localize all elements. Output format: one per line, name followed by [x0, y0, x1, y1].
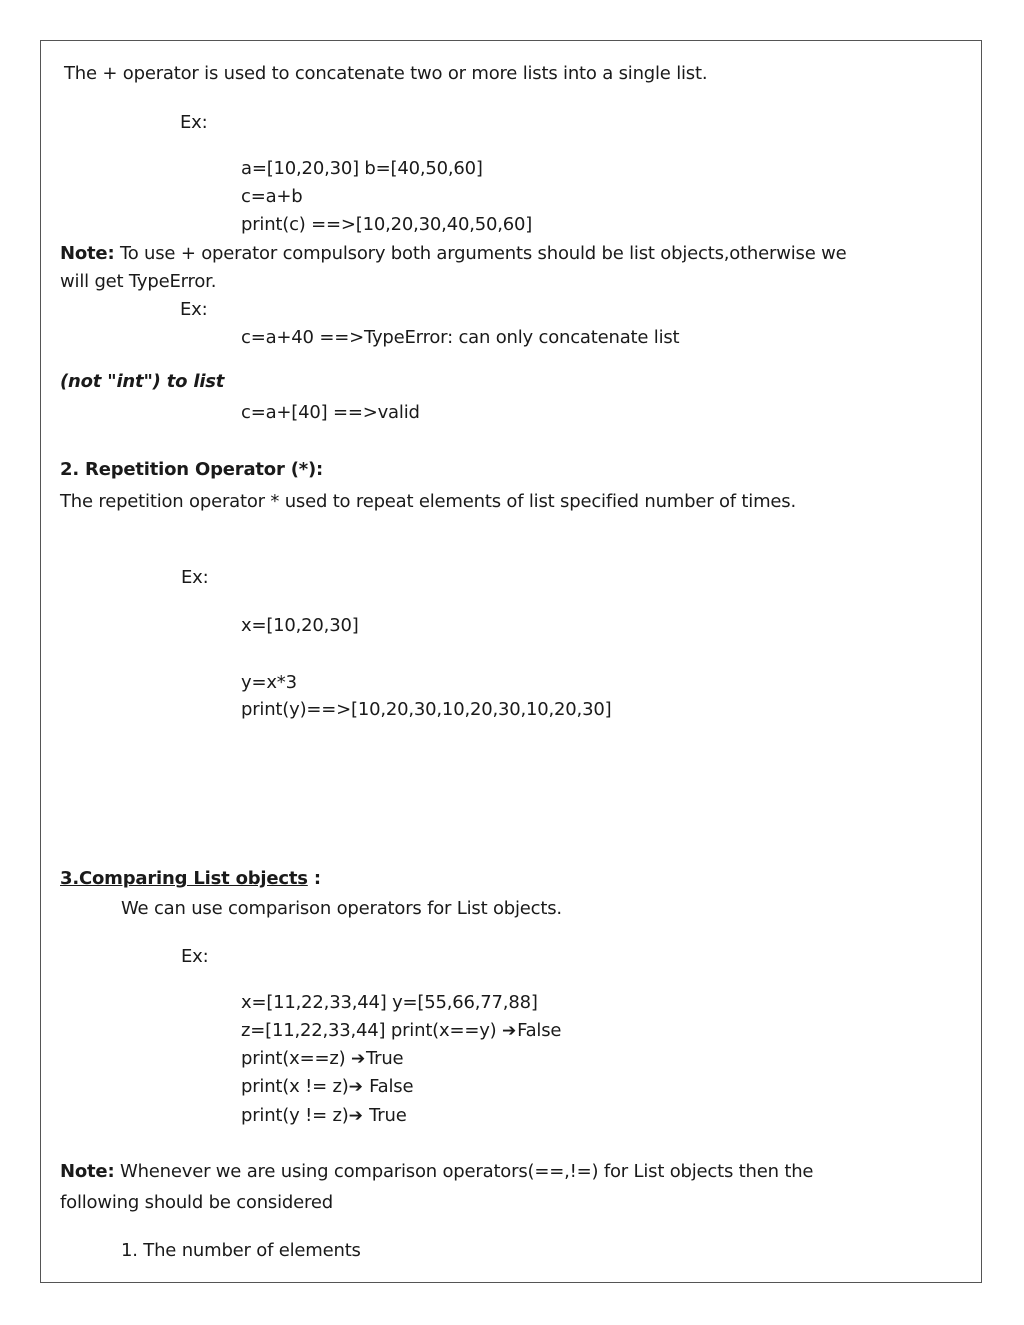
- code-text: z=[11,22,33,44] print(x==y): [241, 1020, 503, 1041]
- section-heading-link-style: 3.Comparing List objects: [60, 868, 308, 889]
- note-paragraph: [60, 1161, 813, 1183]
- heading-suffix: :: [307, 868, 321, 889]
- note-text-continued: will get TypeError.: [60, 271, 217, 292]
- code-line: c=a+b: [241, 186, 303, 207]
- code-line: [241, 1020, 561, 1042]
- example-label: Ex:: [180, 112, 208, 133]
- arrow-icon: ➔: [502, 1021, 517, 1041]
- arrow-icon: ➔: [350, 1049, 365, 1069]
- section-description: The repetition operator * used to repeat elements of list specified number of times.: [60, 491, 796, 512]
- code-text: print(y != z): [241, 1105, 349, 1126]
- arrow-icon: ➔: [348, 1077, 363, 1097]
- note-label: Note:: [60, 1161, 115, 1182]
- code-result: False: [363, 1076, 414, 1097]
- code-line: x=[11,22,33,44] y=[55,66,77,88]: [241, 992, 538, 1013]
- note-text-continued: following should be considered: [60, 1192, 333, 1213]
- code-line: x=[10,20,30]: [241, 615, 359, 636]
- arrow-icon: ➔: [348, 1106, 363, 1126]
- code-line: [241, 1048, 403, 1070]
- code-result: True: [365, 1048, 404, 1069]
- code-line: c=a+40 ==>TypeError: can only concatenate list: [241, 327, 680, 348]
- intro-text: The + operator is used to concatenate two or more lists into a single list.: [64, 63, 708, 84]
- note-text: Whenever we are using comparison operators(==,!=) for List objects then the: [114, 1161, 814, 1182]
- example-label: Ex:: [181, 567, 209, 588]
- section-heading: 2. Repetition Operator (*):: [60, 459, 323, 480]
- note-text: To use + operator compulsory both arguments should be list objects,otherwise we: [114, 243, 847, 264]
- code-line: print(c) ==>[10,20,30,40,50,60]: [241, 214, 533, 235]
- code-line: [241, 1076, 413, 1098]
- example-label: Ex:: [181, 946, 209, 967]
- list-item: 1. The number of elements: [121, 1240, 361, 1261]
- section-heading: [60, 868, 321, 890]
- code-line: y=x*3: [241, 672, 297, 693]
- code-result: False: [517, 1020, 562, 1041]
- code-line: c=a+[40] ==>valid: [241, 402, 420, 423]
- code-line: a=[10,20,30] b=[40,50,60]: [241, 158, 483, 179]
- note-paragraph: [60, 243, 847, 265]
- emphasis-text: (not "int") to list: [60, 371, 225, 392]
- code-line: [241, 1105, 407, 1127]
- code-text: print(x==z): [241, 1048, 351, 1069]
- code-text: print(x != z): [241, 1076, 349, 1097]
- code-result: True: [363, 1105, 407, 1126]
- code-line: print(y)==>[10,20,30,10,20,30,10,20,30]: [241, 699, 612, 720]
- example-label: Ex:: [180, 299, 208, 320]
- note-label: Note:: [60, 243, 115, 264]
- section-description: We can use comparison operators for List objects.: [121, 898, 562, 919]
